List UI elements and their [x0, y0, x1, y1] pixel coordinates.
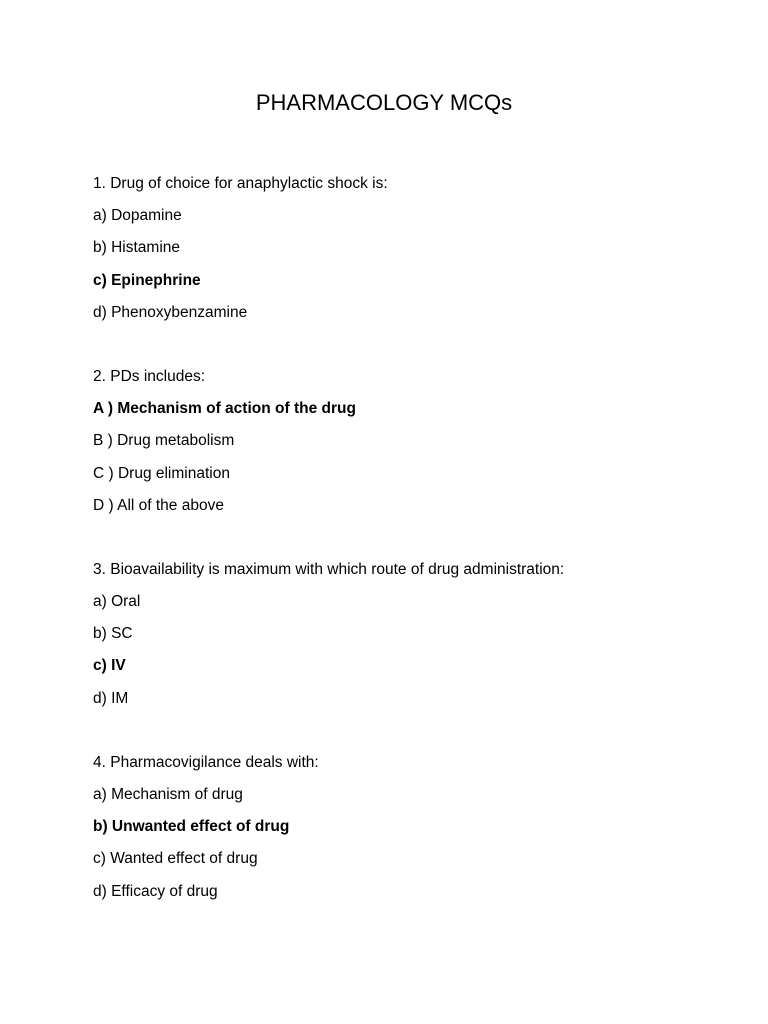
- answer-option: D ) All of the above: [93, 496, 224, 514]
- mcq-list: [93, 168, 713, 940]
- question-block-3: [93, 554, 713, 715]
- answer-option: d) Phenoxybenzamine: [93, 303, 248, 321]
- answer-option-correct: A ) Mechanism of action of the drug: [93, 400, 356, 418]
- answer-option: B ) Drug metabolism: [93, 432, 235, 450]
- answer-option-correct: b) Unwanted effect of drug: [93, 818, 290, 836]
- answer-option: a) Dopamine: [93, 207, 182, 225]
- question-block-2: [93, 361, 713, 522]
- answer-option: a) Oral: [93, 593, 141, 611]
- answer-option: C ) Drug elimination: [93, 464, 230, 482]
- question-text: 1. Drug of choice for anaphylactic shock is:: [93, 175, 388, 192]
- question-text: 2. PDs includes:: [93, 367, 205, 385]
- question-block-1: [93, 168, 713, 329]
- answer-option: b) Histamine: [93, 239, 180, 257]
- answer-option: d) Efficacy of drug: [93, 882, 218, 900]
- answer-option: d) IM: [93, 689, 129, 707]
- answer-option: a) Mechanism of drug: [93, 786, 243, 803]
- answer-option: c) Wanted effect of drug: [93, 850, 258, 868]
- question-text: 4. Pharmacovigilance deals with:: [93, 753, 319, 771]
- answer-option: b) SC: [93, 625, 133, 643]
- page-title: PHARMACOLOGY MCQs: [255, 90, 513, 115]
- question-text: 3. Bioavailability is maximum with which route of drug administration:: [93, 560, 565, 578]
- question-block-4: [93, 747, 713, 908]
- answer-option-correct: c) IV: [93, 657, 126, 675]
- answer-option-correct: c) Epinephrine: [93, 271, 201, 289]
